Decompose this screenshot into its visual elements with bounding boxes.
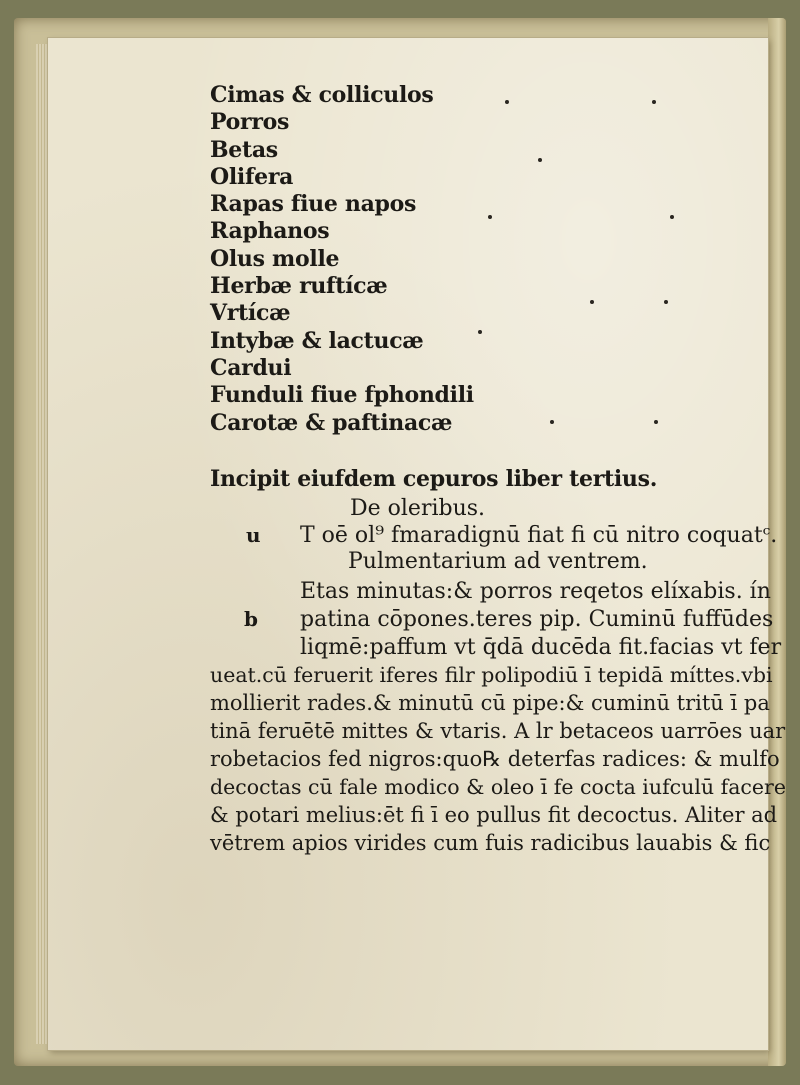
list-item: Intybæ & lactucæ — [210, 327, 424, 354]
show-through-speck — [654, 420, 658, 424]
body-line: decoctas cū fale modico & oleo ī fe cocta iufculū facere — [210, 775, 786, 799]
body-line: ueat.cū feruerit iferes filr polipodiū ī tepidā míttes.vbi — [210, 663, 773, 687]
show-through-speck — [652, 100, 656, 104]
show-through-speck — [538, 158, 542, 162]
list-item: Olus molle — [210, 245, 340, 272]
recipe-heading: Pulmentarium ad ventrem. — [348, 549, 648, 574]
list-item: Herbæ ruftícæ — [210, 273, 388, 300]
body-line: Etas minutas:& porros reqetos elíxabis. ín — [300, 579, 771, 604]
body-line: patina cōpones.teres pip. Cuminū fuffūdes — [300, 607, 774, 632]
body-line: vētrem apios virides cum fuis radicibus lauabis & fic — [210, 831, 771, 855]
body-line: liqmē:paffum vt q̄dā ducēda fit.facias vt fer — [300, 635, 782, 660]
list-item: Cimas & colliculos — [210, 82, 434, 108]
show-through-speck — [478, 330, 482, 334]
body-line: robetacios fed nigros:quo℞ deterfas radices: & mulfo — [210, 747, 780, 771]
list-item: Rapas fiue napos — [210, 191, 417, 218]
list-item: Raphanos — [210, 218, 330, 245]
show-through-speck — [488, 215, 492, 219]
body-line: & potari melius:ēt fi ī eo pullus fit decoctus. Aliter ad — [210, 803, 778, 827]
list-item: Carotæ & paftinacæ — [210, 409, 453, 436]
show-through-speck — [505, 100, 509, 104]
section-heading: De oleribus. — [350, 496, 486, 521]
list-item: Olifera — [210, 163, 294, 190]
margin-letter-u: u — [246, 523, 261, 547]
show-through-speck — [590, 300, 594, 304]
vegetable-list — [210, 82, 474, 437]
incipit-line: Incipit eiufdem cepuros liber tertius. — [210, 466, 658, 492]
show-through-speck — [664, 300, 668, 304]
margin-letter-b: b — [244, 607, 258, 631]
body-line: tinā feruētē mittes & vtaris. A lr betaceos uarrōes uar — [210, 719, 786, 743]
show-through-speck — [550, 420, 554, 424]
list-item: Porros — [210, 109, 290, 136]
show-through-speck — [670, 215, 674, 219]
list-item: Cardui — [210, 354, 292, 381]
toe-line: T oē ol⁹ fmaradignū fiat fi cū nitro coquatᶜ. — [300, 523, 778, 548]
list-item: Vrtícæ — [210, 300, 291, 327]
list-item: Funduli fiue fphondili — [210, 382, 474, 409]
list-item: Betas — [210, 136, 278, 163]
body-line: mollierit rades.& minutū cū pipe:& cuminū tritū ī pa — [210, 691, 770, 715]
